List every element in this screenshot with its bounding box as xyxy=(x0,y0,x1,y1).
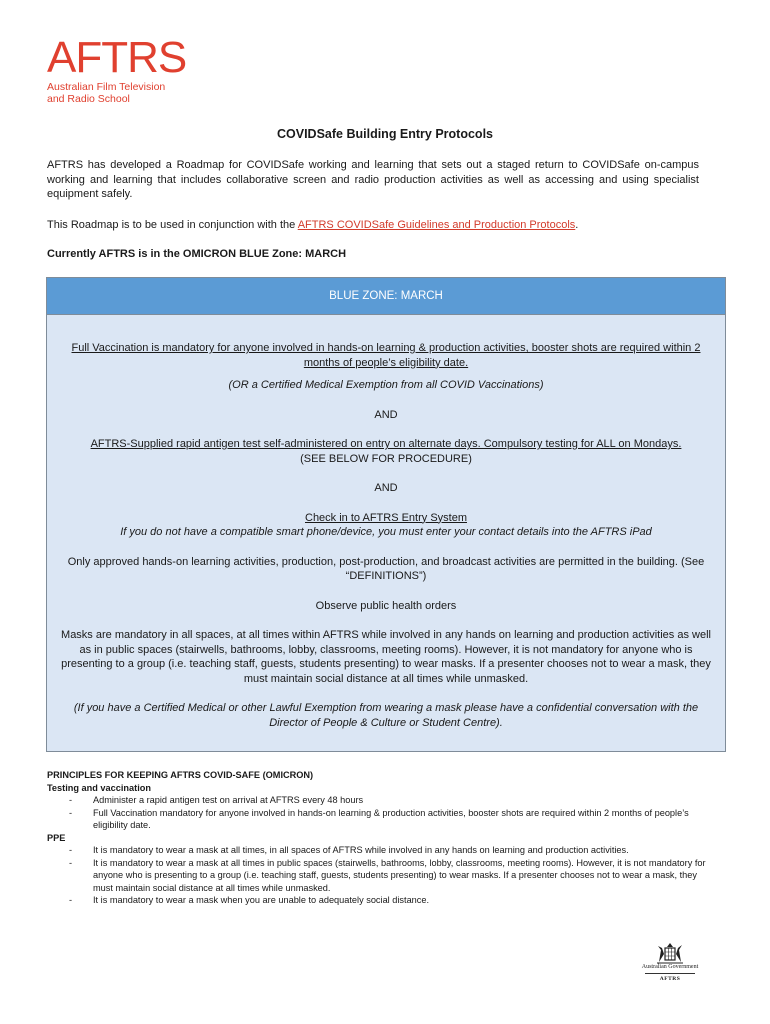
zone-header: BLUE ZONE: MARCH xyxy=(47,278,725,315)
crest-divider xyxy=(645,973,695,974)
list-item: - Full Vaccination mandatory for anyone involved in hands-on learning & production activities, booster shots are required within 2 months of people’s eligibility date. xyxy=(47,807,707,832)
agency-label: AFTRS xyxy=(659,976,681,982)
public-health-orders: Observe public health orders xyxy=(315,599,457,612)
approved-activities: Only approved hands-on learning activities, production, post-production, and broadcast activities are permitted in the building. (See “DEFINITIONS”) xyxy=(67,555,705,582)
list-item: - It is mandatory to wear a mask at all times in public spaces (stairwells, bathrooms, lobby, classrooms, meeting rooms). However, it is not mandatory for anyone who is presenting to a group (i.e. teaching staff, guests, students presenting) to wear masks. If a presenter chooses not to wear a mask, they must maintain social distance at all times while unmasked. xyxy=(47,857,707,895)
logo-subtitle-line2: and Radio School xyxy=(47,93,130,105)
principles-heading: PRINCIPLES FOR KEEPING AFTRS COVID-SAFE (OMICRON) xyxy=(47,770,314,780)
and-separator-1: AND xyxy=(374,408,398,421)
vaccination-requirement: Full Vaccination is mandatory for anyone involved in hands-on learning & production activities, booster shots are required within 2 months of people’s eligibility date. xyxy=(71,342,701,369)
see-below-note: (SEE BELOW FOR PROCEDURE) xyxy=(300,452,472,465)
current-zone-notice: Currently AFTRS is in the OMICRON BLUE Zone: MARCH xyxy=(47,248,347,260)
coat-of-arms-icon xyxy=(653,942,687,964)
mask-exemption-note: (If you have a Certified Medical or other Lawful Exemption from wearing a mask please have a confidential conversation with the Director of People & Culture or Student Centre). xyxy=(73,702,699,729)
list-item: - Administer a rapid antigen test on arrival at AFTRS every 48 hours xyxy=(47,794,707,807)
australian-government-crest xyxy=(641,942,699,983)
list-item: - It is mandatory to wear a mask at all times, in all spaces of AFTRS while involved in any hands on learning and production activities. xyxy=(47,844,707,857)
logo-wordmark: AFTRS xyxy=(47,33,187,82)
guidelines-link[interactable]: AFTRS COVIDSafe Guidelines and Production Protocols xyxy=(297,219,576,231)
medical-exemption-note: (OR a Certified Medical Exemption from all COVID Vaccinations) xyxy=(228,379,544,391)
roadmap-text-after: . xyxy=(575,219,579,231)
principles-section xyxy=(47,769,707,907)
and-separator-2: AND xyxy=(374,482,398,494)
ppe-list xyxy=(47,844,707,907)
page-title: COVIDSafe Building Entry Protocols xyxy=(277,127,493,141)
testing-list xyxy=(47,794,707,832)
mask-requirement: Masks are mandatory in all spaces, at all times within AFTRS while involved in any hands on learning and production activities as well as in public spaces (stairwells, bathrooms, lobby, classrooms, meeting rooms). However, it is not mandatory for anyone who is presenting to a group (i.e. teaching staff, guests, students presenting) to wear masks. If a presenter chooses not to wear a mask, they must maintain social distance at all times while unmasked. xyxy=(61,629,711,685)
government-label: Australian Government xyxy=(641,964,699,970)
list-item: - It is mandatory to wear a mask when you are unable to adequately social distance. xyxy=(47,894,707,907)
testing-heading: Testing and vaccination xyxy=(47,782,151,793)
aftrs-logo xyxy=(47,33,187,105)
intro-paragraph: AFTRS has developed a Roadmap for COVIDSafe working and learning that sets out a staged return to COVIDSafe on-campus working and learning that includes collaborative screen and radio production activities as well as accessing and using specialist equipment safely. xyxy=(47,159,699,200)
roadmap-paragraph xyxy=(47,218,699,233)
check-in-requirement: Check in to AFTRS Entry System xyxy=(305,511,467,524)
logo-subtitle-line1: Australian Film Television xyxy=(47,81,166,93)
check-in-note: If you do not have a compatible smart phone/device, you must enter your contact details into the AFTRS iPad xyxy=(120,526,652,538)
roadmap-text-before: This Roadmap is to be used in conjunction with the xyxy=(47,219,298,231)
zone-body xyxy=(47,315,725,730)
ppe-heading: PPE xyxy=(47,832,66,843)
blue-zone-panel xyxy=(46,277,726,752)
rapid-antigen-test-requirement: AFTRS-Supplied rapid antigen test self-administered on entry on alternate days. Compulsory testing for ALL on Mondays. xyxy=(90,438,682,450)
